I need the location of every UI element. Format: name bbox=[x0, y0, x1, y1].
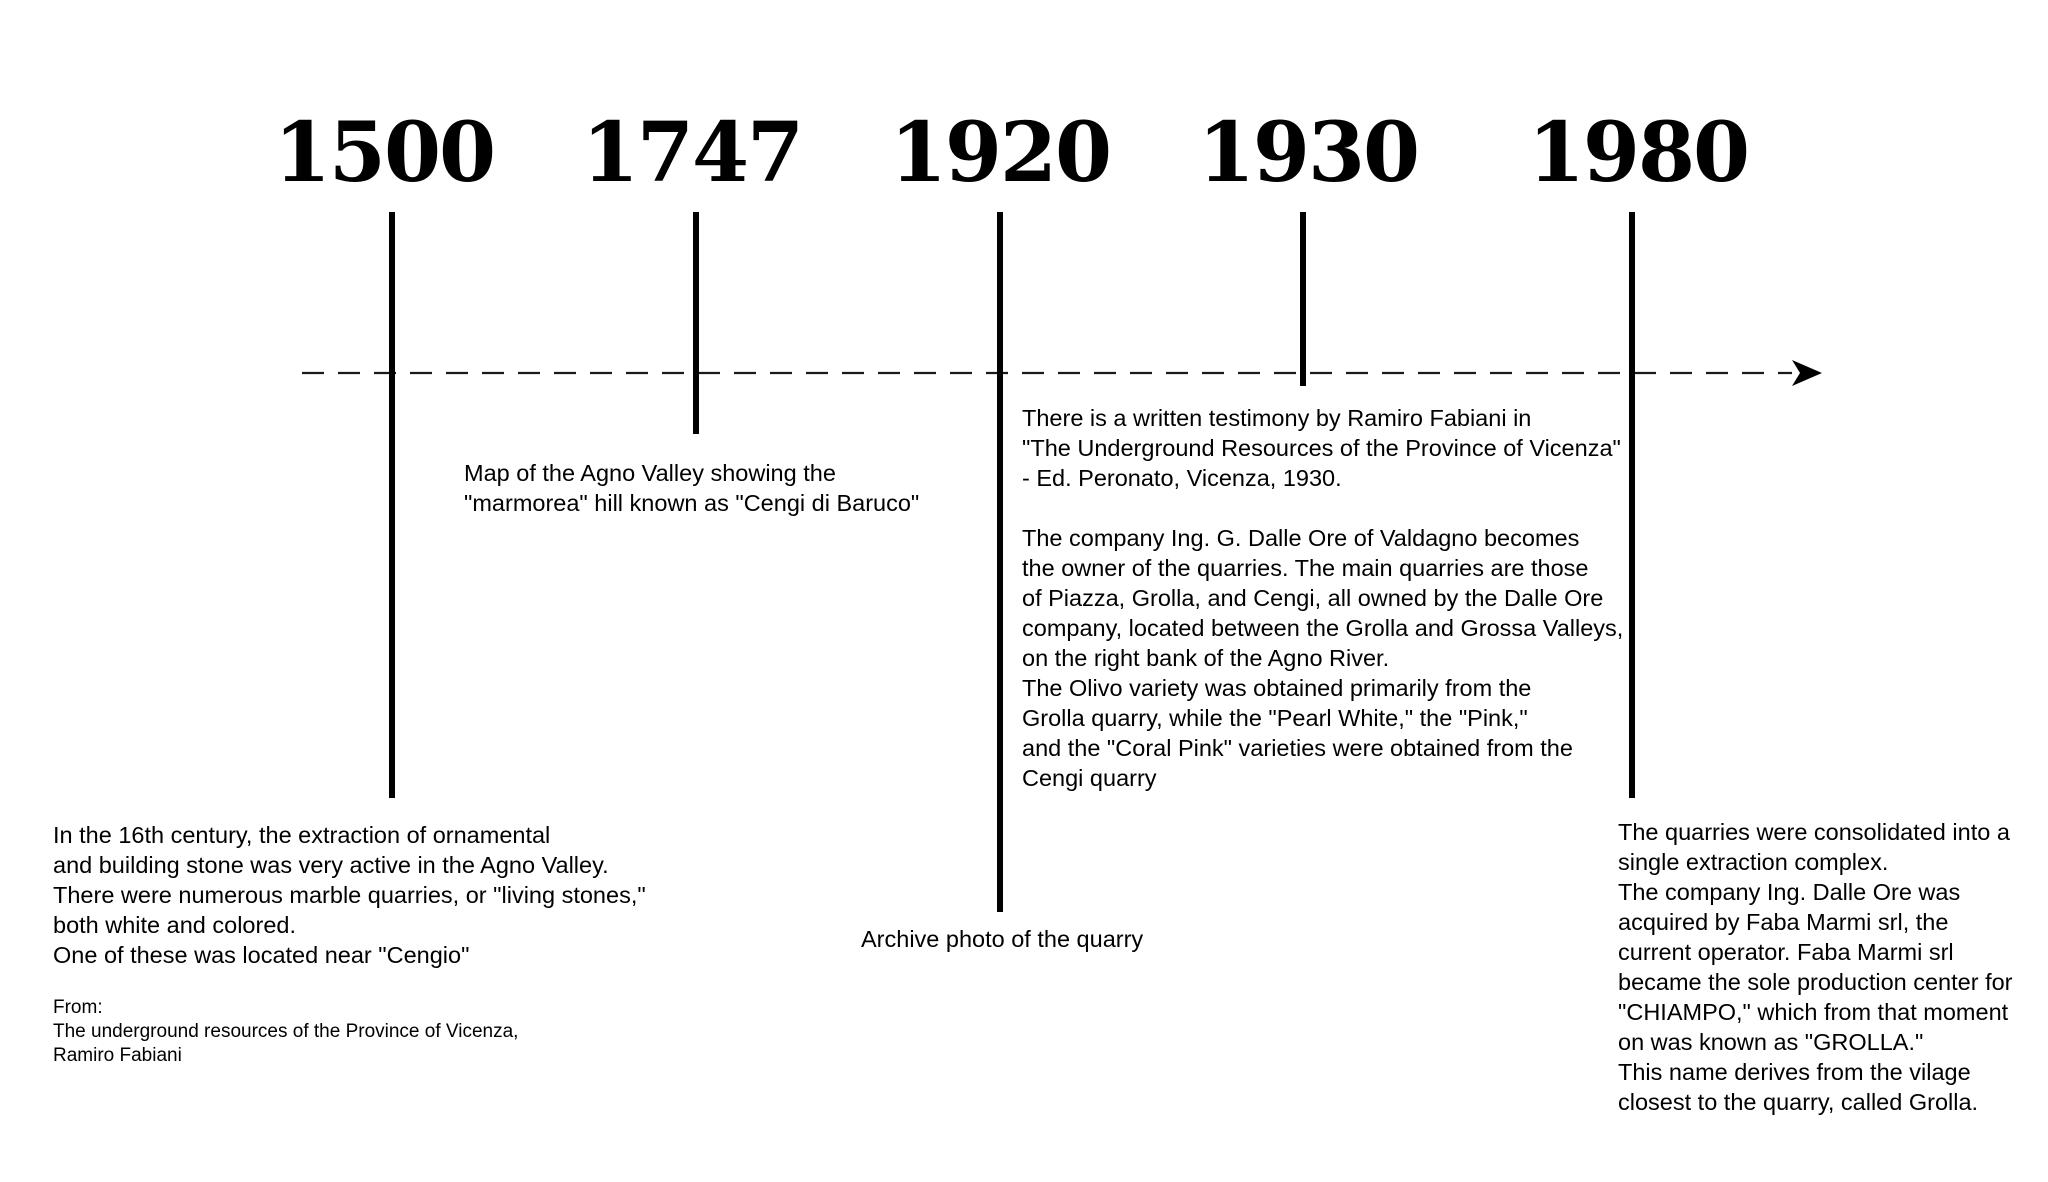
year-label-1747: 1747 bbox=[581, 105, 803, 201]
note-1500-line: In the 16th century, the extraction of ornamental bbox=[53, 822, 551, 848]
note-1980-line: became the sole production center for bbox=[1618, 969, 2013, 995]
note-1980-line: The company Ing. Dalle Ore was bbox=[1618, 879, 1961, 905]
note-1930-line: on the right bank of the Agno River. bbox=[1022, 645, 1390, 671]
timeline-arrow-head bbox=[1792, 360, 1822, 386]
note-1747-line: Map of the Agno Valley showing the bbox=[464, 460, 836, 486]
note-1930 bbox=[1022, 403, 1623, 793]
note-1930-line: - Ed. Peronato, Vicenza, 1930. bbox=[1022, 465, 1342, 491]
note-1930-line: Cengi quarry bbox=[1022, 765, 1157, 791]
year-label-1920: 1920 bbox=[889, 105, 1111, 201]
year-label-1930: 1930 bbox=[1197, 105, 1419, 201]
note-1500-line: and building stone was very active in the Agno Valley. bbox=[53, 852, 609, 878]
paragraph-gap bbox=[1022, 493, 1623, 523]
note-1500-line: One of these was located near "Cengio" bbox=[53, 942, 470, 968]
note-1980-line: current operator. Faba Marmi srl bbox=[1618, 939, 1954, 965]
note-1930-line: company, located between the Grolla and Grossa Valleys, bbox=[1022, 615, 1624, 641]
year-label-1980: 1980 bbox=[1527, 105, 1749, 201]
note-1980-line: "CHIAMPO," which from that moment bbox=[1618, 999, 2009, 1025]
note-1930-line: Grolla quarry, while the "Pearl White," the "Pink," bbox=[1022, 705, 1528, 731]
note-1500 bbox=[53, 820, 646, 970]
source-line: The underground resources of the Province of Vicenza, bbox=[53, 1021, 519, 1042]
note-1980-line: The quarries were consolidated into a bbox=[1618, 819, 2010, 845]
note-1930-line: The company Ing. G. Dalle Ore of Valdagno becomes bbox=[1022, 525, 1580, 551]
note-1930-line: There is a written testimony by Ramiro Fabiani in bbox=[1022, 405, 1532, 431]
note-1980-line: on was known as "GROLLA." bbox=[1618, 1029, 1924, 1055]
note-1930-line: "The Underground Resources of the Province of Vicenza" bbox=[1022, 435, 1621, 461]
note-1747 bbox=[464, 458, 919, 518]
note-1980-line: This name derives from the vilage bbox=[1618, 1059, 1971, 1085]
note-1930-line: of Piazza, Grolla, and Cengi, all owned by the Dalle Ore bbox=[1022, 585, 1604, 611]
note-1500-line: both white and colored. bbox=[53, 912, 296, 938]
source-line: From: bbox=[53, 997, 103, 1018]
source-citation-1500 bbox=[53, 996, 518, 1068]
note-1980-line: acquired by Faba Marmi srl, the bbox=[1618, 909, 1949, 935]
note-1920 bbox=[861, 924, 1143, 954]
note-1747-line: "marmorea" hill known as "Cengi di Baruco" bbox=[464, 490, 920, 516]
note-1980 bbox=[1618, 817, 2013, 1117]
note-1980-line: single extraction complex. bbox=[1618, 849, 1889, 875]
note-1930-line: the owner of the quarries. The main quarries are those bbox=[1022, 555, 1589, 581]
note-1980-line: closest to the quarry, called Grolla. bbox=[1618, 1089, 1979, 1115]
note-1930-line: and the "Coral Pink" varieties were obtained from the bbox=[1022, 735, 1573, 761]
note-1500-line: There were numerous marble quarries, or "living stones," bbox=[53, 882, 646, 908]
source-line: Ramiro Fabiani bbox=[53, 1045, 182, 1066]
note-1930-line: The Olivo variety was obtained primarily from the bbox=[1022, 675, 1532, 701]
year-label-1500: 1500 bbox=[273, 105, 495, 201]
note-1920-line: Archive photo of the quarry bbox=[861, 926, 1144, 952]
